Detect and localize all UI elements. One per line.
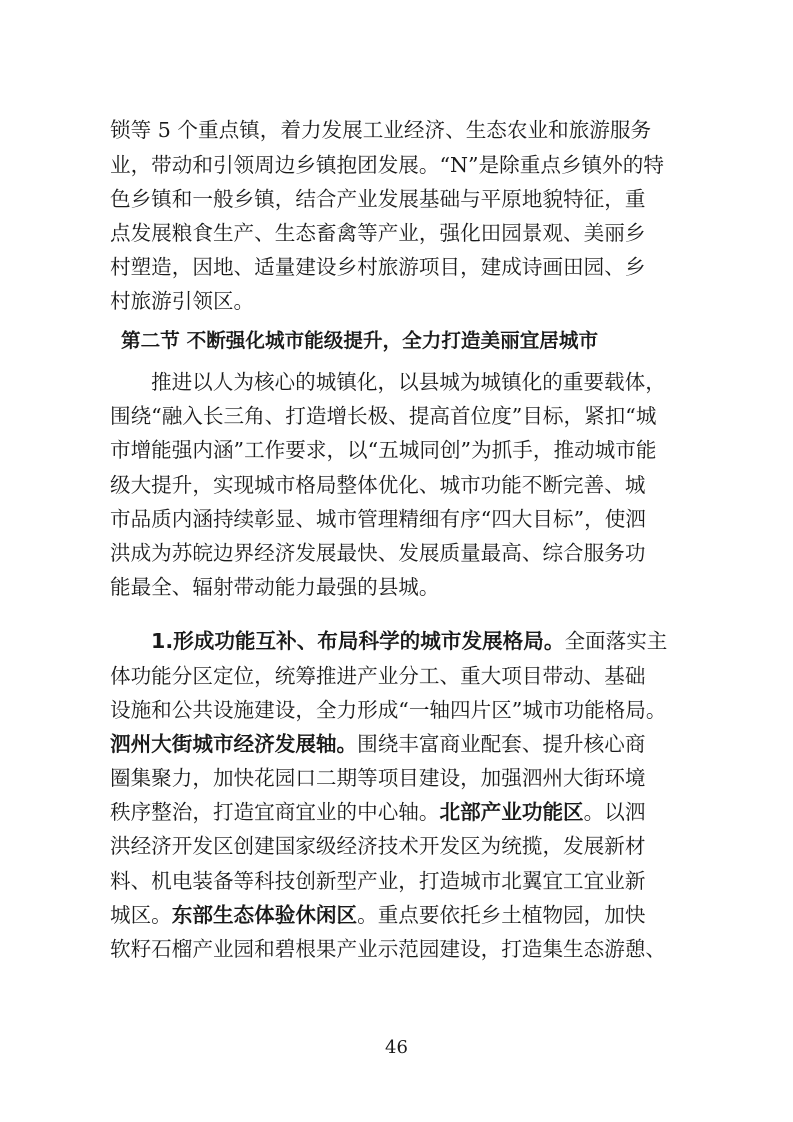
text-line: 市增能强内涵”工作要求，以“五城同创”为抓手，推动城市能 [110,438,657,462]
text-span: 城区。 [110,903,172,927]
text-line [110,798,690,826]
text-line [110,901,690,929]
bold-phrase: 北部产业功能区 [439,800,584,824]
bold-subtitle: 1.形成功能互补、布局科学的城市发展格局。 [151,629,565,653]
text-line: 圈集聚力，加快花园口二期等项目建设，加强泗州大街环境 [110,766,646,790]
text-line: 村塑造，因地、适量建设乡村旅游项目，建成诗画田园、乡 [110,255,646,279]
page-number: 46 [385,1037,408,1058]
text-line: 洪成为苏皖边界经济发展最快、发展质量最高、综合服务功 [110,541,646,565]
text-line: 点发展粮食生产、生态畜禽等产业，强化田园景观、美丽乡 [110,221,646,245]
bold-phrase: 泗州大街城市经济发展轴。 [110,732,358,756]
text-line: 村旅游引领区。 [110,289,255,313]
text-span: 围绕丰富商业配套、提升核心商 [357,732,646,756]
text-line: 设施和公共设施建设，全力形成“一轴四片区”城市功能格局。 [110,698,667,722]
text-line: 市品质内涵持续彰显、城市管理精细有序“四大目标”，使泗 [110,507,646,531]
text-line: 料、机电装备等科技创新型产业，打造城市北翼宜工宜业新 [110,869,646,893]
text-line: 业，带动和引领周边乡镇抱团发展。“N”是除重点乡镇外的特 [110,153,664,177]
text-line: 色乡镇和一般乡镇，结合产业发展基础与平原地貌特征，重 [110,187,646,211]
text-line: 围绕“融入长三角、打造增长极、提高首位度”目标，紧扣“城 [110,404,657,428]
text-line: 锁等 5 个重点镇，着力发展工业经济、生态农业和旅游服务 [110,118,652,142]
text-line [151,627,731,655]
text-span: 。以泗 [583,800,646,824]
text-span: 秩序整治，打造宜商宜业的中心轴。 [110,800,440,824]
section-heading: 第二节 不断强化城市能级提升，全力打造美丽宜居城市 [121,329,599,352]
text-line: 能最全、辐射带动能力最强的县城。 [110,575,440,599]
bold-phrase: 东部生态体验休闲区 [171,903,358,927]
text-span: 全面落实主 [564,629,668,653]
text-line: 推进以人为核心的城镇化，以县城为城镇化的重要载体， [151,370,666,394]
text-line: 体功能分区定位，统筹推进产业分工、重大项目带动、基础 [110,664,646,688]
text-line: 洪经济开发区创建国家级经济技术开发区为统揽，发展新材 [110,834,646,858]
text-line [110,730,690,758]
text-line: 软籽石榴产业园和碧根果产业示范园建设，打造集生态游憩、 [110,937,667,961]
text-span: 。重点要依托乡土植物园，加快 [357,903,646,927]
text-line: 级大提升，实现城市格局整体优化、城市功能不断完善、城 [110,473,646,497]
